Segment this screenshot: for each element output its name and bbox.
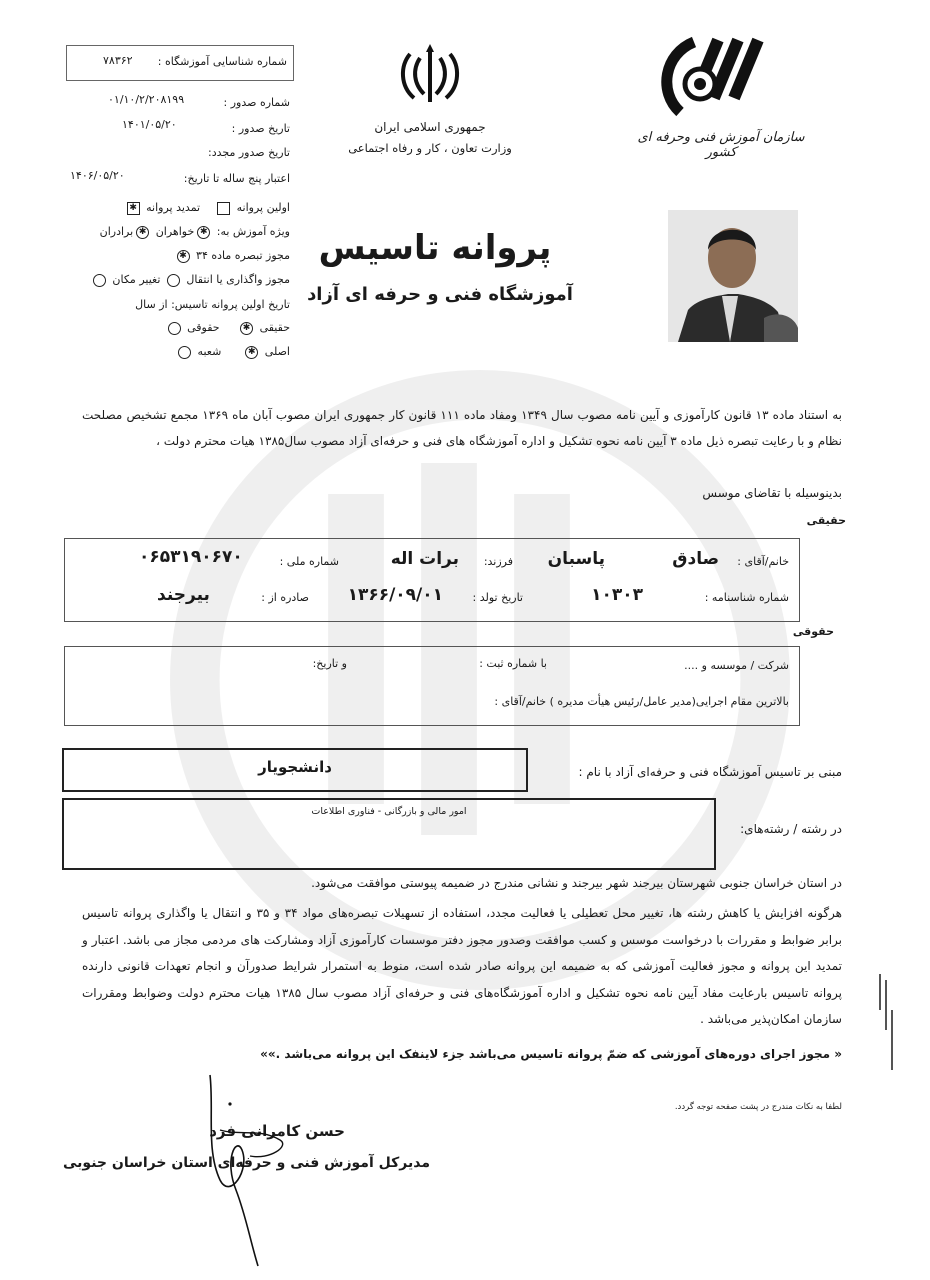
- issued-from-label: صادره از :: [261, 591, 309, 604]
- issued-from-value: بیرجند: [157, 585, 210, 605]
- title-label: خانم/آقای :: [737, 555, 789, 568]
- tvto-logo-icon: [660, 32, 770, 122]
- back-page-note: لطفا به نکات مندرج در پشت صفحه توجه گردد.: [674, 1102, 842, 1112]
- relocation-radio[interactable]: [93, 274, 106, 287]
- signer-name: حسن کامرانی فرد: [209, 1122, 345, 1140]
- transfer-radio[interactable]: [167, 274, 180, 287]
- school-name-box: [62, 748, 528, 792]
- issue-date-label: تاریخ صدور :: [231, 122, 290, 135]
- real-person-heading: حقیقی: [806, 514, 846, 527]
- gender-row: [100, 225, 290, 239]
- issue-number-value: ۰۱/۱۰/۲/۲۰۸۱۹۹: [108, 93, 185, 106]
- company-info-box: [64, 646, 800, 726]
- brothers-radio[interactable]: ✱: [136, 226, 149, 239]
- company-label: شرکت / موسسه و ....: [684, 659, 789, 672]
- last-name-value: پاسبان: [547, 549, 605, 569]
- renewal-checkbox[interactable]: ✱: [127, 202, 140, 215]
- art34-label: مجوز تبصره ماده ۳۴: [196, 249, 290, 262]
- institute-id-label: شماره شناسایی آموزشگاه :: [157, 55, 287, 68]
- fields-box: [62, 798, 716, 870]
- document-title: پروانه تاسیس: [318, 228, 552, 268]
- first-date-label: تاریخ اولین پروانه تاسیس: از سال: [135, 298, 290, 311]
- legal-label: حقوقی: [187, 321, 220, 334]
- location-line: در استان خراسان جنوبی شهرستان بیرجند شهر بیرجند و نشانی مندرج در ضمیمه پیوستی موافقت می‌شود.: [311, 876, 842, 890]
- first-license-checkbox[interactable]: [217, 202, 230, 215]
- main-branch-row: [175, 345, 290, 359]
- reg-number-label: با شماره ثبت :: [479, 657, 547, 670]
- branch-radio[interactable]: [178, 346, 191, 359]
- renewal-label: تمدید پروانه: [146, 201, 201, 214]
- country-name: جمهوری اسلامی ایران: [374, 120, 486, 134]
- national-id-value: ۰۶۵۳۱۹۰۶۷۰: [139, 547, 243, 567]
- reg-date-label: و تاریخ:: [312, 657, 347, 670]
- sisters-radio[interactable]: ✱: [197, 226, 210, 239]
- school-name-label: مبنی بر تاسیس آموزشگاه فنی و حرفه‌ای آزاد با نام :: [578, 765, 842, 779]
- sisters-label: خواهران: [155, 225, 195, 238]
- school-name-value: دانشجویار: [258, 758, 332, 776]
- brothers-label: برادران: [99, 225, 134, 238]
- validity-label: اعتبار پنج ساله تا تاریخ:: [183, 172, 290, 185]
- transfer-row: [90, 273, 290, 287]
- main-radio[interactable]: ✱: [245, 346, 258, 359]
- terms-paragraph: هرگونه افزایش یا کاهش رشته ها، تغییر محل تعطیلی یا فعالیت مجدد، استفاده از تسهیلات تبصره‌های مواد ۳۴ و ۳۵ و انتقال یا واگذاری پروانه تاسیس برابر ضوابط و مقررات با درخواست موسس و کسب موافقت وصدور مجوز دفتر موسسات کارآموزی آزاد ومشارکت های مردمی مجاز می باشد. اعتبار و تمدید این پروانه و مجوز فعالیت آموزشی که به ضمیمه این پروانه صادر شده است، منوط به استمرار شرایط صدورآن و انجام تعهدات قانونی دارنده پروانه تاسیس بارعایت مفاد آیین نامه نحوه تشکیل و اداره آموزشگاه‌های فنی و حرفه‌ای آزاد مصوب سال ۱۳۸۵ هیات محترم دولت وضوابط ومقررات سازمان امکان‌پذیر می‌باشد .: [82, 906, 842, 1026]
- institute-id-box: [66, 45, 294, 81]
- relocation-label: تغییر مکان: [112, 273, 161, 286]
- real-legal-row: [165, 321, 290, 335]
- art34-radio[interactable]: ✱: [177, 250, 190, 263]
- signer-title: مدیرکل آموزش فنی و حرفه‌ای استان خراسان جنوبی: [63, 1155, 430, 1171]
- issue-number-label: شماره صدور :: [223, 96, 290, 109]
- transfer-label: مجوز واگذاری یا انتقال: [186, 273, 290, 286]
- institute-id-value: ۷۸۳۶۲: [103, 54, 133, 67]
- ministry-name: وزارت تعاون ، کار و رفاه اجتماعی: [348, 141, 512, 155]
- first-license-label: اولین پروانه: [236, 201, 290, 214]
- legal-basis-paragraph: به استناد ماده ۱۳ قانون کارآموزی و آیین نامه مصوب سال ۱۳۴۹ ومفاد ماده ۱۱۱ قانون کار جمهوری ایران مصوب آبان ماه ۱۳۶۹ مجمع تشخیص مصلحت نظام و با رعایت تبصره ذیل ماده ۳ آیین نامه نحوه تشکیل و اداره آموزشگاه های فنی و حرفه‌ای آزاد مصوب سال۱۳۸۵ هیات محترم دولت ،: [82, 408, 843, 448]
- document-subtitle: آموزشگاه فنی و حرفه ای آزاد: [307, 284, 573, 305]
- birth-cert-value: ۱۰۳۰۳: [591, 585, 643, 605]
- ceo-label: بالاترین مقام اجرایی(مدیر عامل/رئیس هیأت مدیره ) خانم/آقای :: [494, 695, 789, 708]
- iran-emblem-icon: [398, 44, 462, 106]
- tvto-logo-text: سازمان آموزش فنی وحرفه ای کشور: [637, 130, 805, 160]
- license-type-row: [124, 201, 290, 215]
- edge-stamp-marks: [872, 970, 902, 1080]
- founder-photo: [668, 210, 798, 342]
- legal-person-heading: حقوقی: [792, 625, 834, 638]
- first-name-value: صادق: [672, 549, 719, 569]
- birth-date-value: ۱۳۶۶/۰۹/۰۱: [347, 585, 443, 605]
- annex-note: « مجوز اجرای دوره‌های آموزشی که ضمّ پروانه تاسیس می‌باشد جزء لاینفک این پروانه می‌باشد .»»: [260, 1047, 842, 1061]
- branch-label: شعبه: [197, 345, 222, 358]
- real-label: حقیقی: [259, 321, 290, 334]
- father-label: فرزند:: [483, 555, 513, 568]
- birth-date-label: تاریخ تولد :: [472, 591, 523, 604]
- person-info-box: [64, 538, 800, 622]
- reissue-date-label: تاریخ صدور مجدد:: [208, 146, 290, 159]
- real-radio[interactable]: ✱: [240, 322, 253, 335]
- signature-scribble: [180, 1070, 320, 1270]
- gender-label: ویژه آموزش به:: [216, 225, 290, 238]
- legal-radio[interactable]: [168, 322, 181, 335]
- national-id-label: شماره ملی :: [279, 555, 339, 568]
- main-label: اصلی: [264, 345, 290, 358]
- fields-value: امور مالی و بازرگانی - فناوری اطلاعات: [311, 806, 467, 817]
- father-name-value: برات اله: [390, 549, 459, 569]
- issue-date-value: ۱۴۰۱/۰۵/۲۰: [122, 118, 177, 131]
- art34-row: [174, 249, 290, 263]
- fields-label: در رشته / رشته‌های:: [740, 822, 842, 836]
- birth-cert-label: شماره شناسنامه :: [704, 591, 789, 604]
- validity-value: ۱۴۰۶/۰۵/۲۰: [70, 169, 125, 182]
- request-line: بدینوسیله با تقاضای موسس: [702, 486, 842, 500]
